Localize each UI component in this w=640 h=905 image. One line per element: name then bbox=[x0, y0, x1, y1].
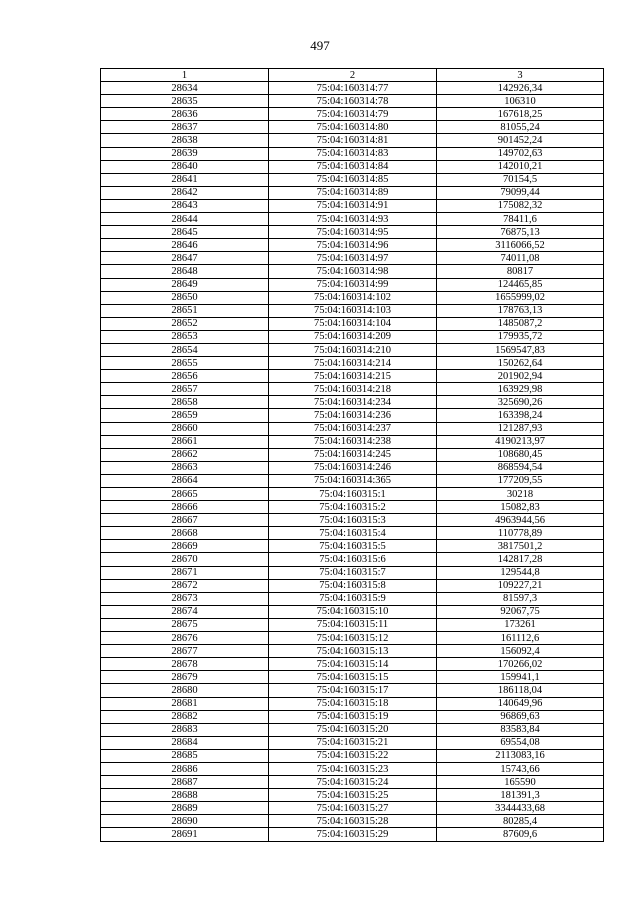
value-cell: 109227,21 bbox=[437, 579, 604, 592]
cadastral-number-cell: 75:04:160314:78 bbox=[269, 95, 437, 108]
row-number-cell: 28666 bbox=[101, 501, 269, 514]
value-cell: 87609,6 bbox=[437, 828, 604, 841]
value-cell: 142010,21 bbox=[437, 160, 604, 173]
value-cell: 156092,4 bbox=[437, 645, 604, 658]
value-cell: 163929,98 bbox=[437, 383, 604, 396]
value-cell: 165590 bbox=[437, 776, 604, 789]
cadastral-number-cell: 75:04:160315:4 bbox=[269, 527, 437, 540]
table-row bbox=[101, 278, 604, 291]
row-number-cell: 28653 bbox=[101, 330, 269, 343]
table-row bbox=[101, 697, 604, 710]
column-header-1: 1 bbox=[101, 69, 269, 82]
cadastral-number-cell: 75:04:160314:84 bbox=[269, 160, 437, 173]
row-number-cell: 28679 bbox=[101, 671, 269, 684]
value-cell: 83583,84 bbox=[437, 723, 604, 736]
table-row bbox=[101, 343, 604, 356]
cadastral-number-cell: 75:04:160314:104 bbox=[269, 317, 437, 330]
column-header-2: 2 bbox=[269, 69, 437, 82]
value-cell: 173261 bbox=[437, 618, 604, 631]
value-cell: 1485087,2 bbox=[437, 317, 604, 330]
value-cell: 3116066,52 bbox=[437, 239, 604, 252]
value-cell: 1655999,02 bbox=[437, 291, 604, 304]
cadastral-number-cell: 75:04:160314:89 bbox=[269, 186, 437, 199]
table-row bbox=[101, 540, 604, 553]
cadastral-number-cell: 75:04:160315:6 bbox=[269, 553, 437, 566]
value-cell: 201902,94 bbox=[437, 370, 604, 383]
value-cell: 108680,45 bbox=[437, 448, 604, 461]
cadastral-number-cell: 75:04:160315:9 bbox=[269, 592, 437, 605]
row-number-cell: 28670 bbox=[101, 553, 269, 566]
value-cell: 142817,28 bbox=[437, 553, 604, 566]
value-cell: 69554,08 bbox=[437, 736, 604, 749]
row-number-cell: 28640 bbox=[101, 160, 269, 173]
cadastral-number-cell: 75:04:160314:365 bbox=[269, 474, 437, 487]
table-row bbox=[101, 474, 604, 487]
page-number: 497 bbox=[310, 38, 330, 53]
cadastral-number-cell: 75:04:160315:1 bbox=[269, 488, 437, 501]
value-cell: 181391,3 bbox=[437, 789, 604, 802]
row-number-cell: 28664 bbox=[101, 474, 269, 487]
value-cell: 2113083,16 bbox=[437, 749, 604, 762]
cadastral-number-cell: 75:04:160315:17 bbox=[269, 684, 437, 697]
cadastral-number-cell: 75:04:160314:237 bbox=[269, 422, 437, 435]
value-cell: 1569547,83 bbox=[437, 343, 604, 356]
table-row bbox=[101, 317, 604, 330]
row-number-cell: 28660 bbox=[101, 422, 269, 435]
table-row bbox=[101, 409, 604, 422]
value-cell: 4963944,56 bbox=[437, 514, 604, 527]
table-row bbox=[101, 671, 604, 684]
value-cell: 74011,08 bbox=[437, 252, 604, 265]
cadastral-number-cell: 75:04:160315:14 bbox=[269, 658, 437, 671]
row-number-cell: 28655 bbox=[101, 357, 269, 370]
row-number-cell: 28637 bbox=[101, 121, 269, 134]
row-number-cell: 28650 bbox=[101, 291, 269, 304]
row-number-cell: 28673 bbox=[101, 592, 269, 605]
table-row bbox=[101, 815, 604, 828]
row-number-cell: 28654 bbox=[101, 343, 269, 356]
table-row bbox=[101, 828, 604, 841]
table-row bbox=[101, 645, 604, 658]
value-cell: 78411,6 bbox=[437, 213, 604, 226]
row-number-cell: 28642 bbox=[101, 186, 269, 199]
cadastral-number-cell: 75:04:160314:98 bbox=[269, 265, 437, 278]
row-number-cell: 28684 bbox=[101, 736, 269, 749]
table-row bbox=[101, 723, 604, 736]
cadastral-number-cell: 75:04:160314:246 bbox=[269, 461, 437, 474]
row-number-cell: 28688 bbox=[101, 789, 269, 802]
column-header-3: 3 bbox=[437, 69, 604, 82]
table-row bbox=[101, 291, 604, 304]
cadastral-number-cell: 75:04:160314:79 bbox=[269, 108, 437, 121]
cadastral-number-cell: 75:04:160314:95 bbox=[269, 226, 437, 239]
cadastral-number-cell: 75:04:160314:83 bbox=[269, 147, 437, 160]
value-cell: 140649,96 bbox=[437, 697, 604, 710]
table-row bbox=[101, 82, 604, 95]
value-cell: 121287,93 bbox=[437, 422, 604, 435]
cadastral-number-cell: 75:04:160315:29 bbox=[269, 828, 437, 841]
cadastral-number-cell: 75:04:160315:24 bbox=[269, 776, 437, 789]
row-number-cell: 28677 bbox=[101, 645, 269, 658]
table-row bbox=[101, 173, 604, 186]
row-number-cell: 28641 bbox=[101, 173, 269, 186]
cadastral-number-cell: 75:04:160314:210 bbox=[269, 343, 437, 356]
table-row bbox=[101, 776, 604, 789]
row-number-cell: 28668 bbox=[101, 527, 269, 540]
table-row bbox=[101, 226, 604, 239]
row-number-cell: 28644 bbox=[101, 213, 269, 226]
cadastral-number-cell: 75:04:160314:85 bbox=[269, 173, 437, 186]
row-number-cell: 28687 bbox=[101, 776, 269, 789]
cadastral-number-cell: 75:04:160314:209 bbox=[269, 330, 437, 343]
value-cell: 177209,55 bbox=[437, 474, 604, 487]
cadastral-number-cell: 75:04:160315:19 bbox=[269, 710, 437, 723]
table-row bbox=[101, 448, 604, 461]
table-row bbox=[101, 383, 604, 396]
value-cell: 92067,75 bbox=[437, 605, 604, 618]
table-row bbox=[101, 121, 604, 134]
data-table bbox=[100, 68, 604, 842]
cadastral-number-cell: 75:04:160314:99 bbox=[269, 278, 437, 291]
value-cell: 163398,24 bbox=[437, 409, 604, 422]
cadastral-number-cell: 75:04:160315:23 bbox=[269, 762, 437, 775]
row-number-cell: 28639 bbox=[101, 147, 269, 160]
table-body bbox=[101, 82, 604, 841]
row-number-cell: 28636 bbox=[101, 108, 269, 121]
row-number-cell: 28690 bbox=[101, 815, 269, 828]
value-cell: 149702,63 bbox=[437, 147, 604, 160]
row-number-cell: 28680 bbox=[101, 684, 269, 697]
row-number-cell: 28638 bbox=[101, 134, 269, 147]
table-row bbox=[101, 357, 604, 370]
cadastral-number-cell: 75:04:160314:214 bbox=[269, 357, 437, 370]
row-number-cell: 28649 bbox=[101, 278, 269, 291]
row-number-cell: 28674 bbox=[101, 605, 269, 618]
row-number-cell: 28689 bbox=[101, 802, 269, 815]
value-cell: 150262,64 bbox=[437, 357, 604, 370]
table-row bbox=[101, 304, 604, 317]
row-number-cell: 28686 bbox=[101, 762, 269, 775]
table-row bbox=[101, 605, 604, 618]
cadastral-number-cell: 75:04:160315:8 bbox=[269, 579, 437, 592]
table-row bbox=[101, 579, 604, 592]
table-row bbox=[101, 239, 604, 252]
value-cell: 96869,63 bbox=[437, 710, 604, 723]
row-number-cell: 28647 bbox=[101, 252, 269, 265]
row-number-cell: 28671 bbox=[101, 566, 269, 579]
table-row bbox=[101, 147, 604, 160]
table-row bbox=[101, 160, 604, 173]
cadastral-number-cell: 75:04:160314:80 bbox=[269, 121, 437, 134]
row-number-cell: 28659 bbox=[101, 409, 269, 422]
row-number-cell: 28667 bbox=[101, 514, 269, 527]
cadastral-number-cell: 75:04:160315:21 bbox=[269, 736, 437, 749]
row-number-cell: 28634 bbox=[101, 82, 269, 95]
row-number-cell: 28665 bbox=[101, 488, 269, 501]
cadastral-number-cell: 75:04:160314:77 bbox=[269, 82, 437, 95]
cadastral-number-cell: 75:04:160314:236 bbox=[269, 409, 437, 422]
value-cell: 325690,26 bbox=[437, 396, 604, 409]
value-cell: 142926,34 bbox=[437, 82, 604, 95]
cadastral-number-cell: 75:04:160315:18 bbox=[269, 697, 437, 710]
table-row bbox=[101, 618, 604, 631]
value-cell: 106310 bbox=[437, 95, 604, 108]
table-row bbox=[101, 95, 604, 108]
value-cell: 30218 bbox=[437, 488, 604, 501]
row-number-cell: 28661 bbox=[101, 435, 269, 448]
value-cell: 179935,72 bbox=[437, 330, 604, 343]
row-number-cell: 28657 bbox=[101, 383, 269, 396]
table-row bbox=[101, 488, 604, 501]
cadastral-number-cell: 75:04:160315:25 bbox=[269, 789, 437, 802]
row-number-cell: 28685 bbox=[101, 749, 269, 762]
cadastral-number-cell: 75:04:160314:97 bbox=[269, 252, 437, 265]
cadastral-number-cell: 75:04:160314:238 bbox=[269, 435, 437, 448]
row-number-cell: 28676 bbox=[101, 632, 269, 645]
cadastral-number-cell: 75:04:160314:103 bbox=[269, 304, 437, 317]
row-number-cell: 28691 bbox=[101, 828, 269, 841]
cadastral-number-cell: 75:04:160314:245 bbox=[269, 448, 437, 461]
table-row bbox=[101, 762, 604, 775]
value-cell: 901452,24 bbox=[437, 134, 604, 147]
value-cell: 124465,85 bbox=[437, 278, 604, 291]
table-row bbox=[101, 710, 604, 723]
value-cell: 79099,44 bbox=[437, 186, 604, 199]
cadastral-number-cell: 75:04:160315:27 bbox=[269, 802, 437, 815]
cadastral-number-cell: 75:04:160314:218 bbox=[269, 383, 437, 396]
value-cell: 178763,13 bbox=[437, 304, 604, 317]
row-number-cell: 28683 bbox=[101, 723, 269, 736]
cadastral-number-cell: 75:04:160314:102 bbox=[269, 291, 437, 304]
value-cell: 76875,13 bbox=[437, 226, 604, 239]
row-number-cell: 28678 bbox=[101, 658, 269, 671]
table-row bbox=[101, 592, 604, 605]
table-row bbox=[101, 736, 604, 749]
table-row bbox=[101, 553, 604, 566]
cadastral-number-cell: 75:04:160314:93 bbox=[269, 213, 437, 226]
table-row bbox=[101, 252, 604, 265]
row-number-cell: 28652 bbox=[101, 317, 269, 330]
cadastral-number-cell: 75:04:160315:22 bbox=[269, 749, 437, 762]
table-row bbox=[101, 501, 604, 514]
table-row bbox=[101, 199, 604, 212]
table-row bbox=[101, 330, 604, 343]
table-row bbox=[101, 370, 604, 383]
row-number-cell: 28651 bbox=[101, 304, 269, 317]
row-number-cell: 28635 bbox=[101, 95, 269, 108]
value-cell: 129544,8 bbox=[437, 566, 604, 579]
table-row bbox=[101, 422, 604, 435]
value-cell: 186118,04 bbox=[437, 684, 604, 697]
value-cell: 80817 bbox=[437, 265, 604, 278]
cadastral-number-cell: 75:04:160314:234 bbox=[269, 396, 437, 409]
row-number-cell: 28662 bbox=[101, 448, 269, 461]
cadastral-number-cell: 75:04:160315:7 bbox=[269, 566, 437, 579]
cadastral-number-cell: 75:04:160315:3 bbox=[269, 514, 437, 527]
table-row bbox=[101, 658, 604, 671]
value-cell: 15743,66 bbox=[437, 762, 604, 775]
value-cell: 15082,83 bbox=[437, 501, 604, 514]
cadastral-number-cell: 75:04:160314:91 bbox=[269, 199, 437, 212]
cadastral-number-cell: 75:04:160315:5 bbox=[269, 540, 437, 553]
value-cell: 81055,24 bbox=[437, 121, 604, 134]
table-row bbox=[101, 213, 604, 226]
value-cell: 4190213,97 bbox=[437, 435, 604, 448]
value-cell: 175082,32 bbox=[437, 199, 604, 212]
cadastral-number-cell: 75:04:160315:28 bbox=[269, 815, 437, 828]
row-number-cell: 28675 bbox=[101, 618, 269, 631]
table-row bbox=[101, 749, 604, 762]
table-row bbox=[101, 527, 604, 540]
header-row bbox=[101, 69, 604, 82]
table-row bbox=[101, 435, 604, 448]
cadastral-number-cell: 75:04:160314:81 bbox=[269, 134, 437, 147]
cadastral-number-cell: 75:04:160314:215 bbox=[269, 370, 437, 383]
row-number-cell: 28681 bbox=[101, 697, 269, 710]
value-cell: 80285,4 bbox=[437, 815, 604, 828]
row-number-cell: 28646 bbox=[101, 239, 269, 252]
row-number-cell: 28648 bbox=[101, 265, 269, 278]
cadastral-number-cell: 75:04:160315:20 bbox=[269, 723, 437, 736]
value-cell: 868594,54 bbox=[437, 461, 604, 474]
table-row bbox=[101, 632, 604, 645]
table-row bbox=[101, 461, 604, 474]
table-row bbox=[101, 265, 604, 278]
row-number-cell: 28672 bbox=[101, 579, 269, 592]
value-cell: 3344433,68 bbox=[437, 802, 604, 815]
value-cell: 110778,89 bbox=[437, 527, 604, 540]
table-row bbox=[101, 186, 604, 199]
cadastral-number-cell: 75:04:160315:11 bbox=[269, 618, 437, 631]
cadastral-number-cell: 75:04:160315:15 bbox=[269, 671, 437, 684]
cadastral-number-cell: 75:04:160315:12 bbox=[269, 632, 437, 645]
row-number-cell: 28663 bbox=[101, 461, 269, 474]
row-number-cell: 28682 bbox=[101, 710, 269, 723]
row-number-cell: 28658 bbox=[101, 396, 269, 409]
value-cell: 81597,3 bbox=[437, 592, 604, 605]
value-cell: 167618,25 bbox=[437, 108, 604, 121]
row-number-cell: 28643 bbox=[101, 199, 269, 212]
row-number-cell: 28656 bbox=[101, 370, 269, 383]
cadastral-number-cell: 75:04:160315:2 bbox=[269, 501, 437, 514]
row-number-cell: 28645 bbox=[101, 226, 269, 239]
value-cell: 159941,1 bbox=[437, 671, 604, 684]
cadastral-number-cell: 75:04:160314:96 bbox=[269, 239, 437, 252]
table-row bbox=[101, 566, 604, 579]
value-cell: 70154,5 bbox=[437, 173, 604, 186]
row-number-cell: 28669 bbox=[101, 540, 269, 553]
table-row bbox=[101, 396, 604, 409]
value-cell: 170266,02 bbox=[437, 658, 604, 671]
table-header bbox=[101, 69, 604, 82]
cadastral-number-cell: 75:04:160315:10 bbox=[269, 605, 437, 618]
table-row bbox=[101, 684, 604, 697]
cadastral-number-cell: 75:04:160315:13 bbox=[269, 645, 437, 658]
value-cell: 161112,6 bbox=[437, 632, 604, 645]
table-row bbox=[101, 514, 604, 527]
table-row bbox=[101, 108, 604, 121]
table-row bbox=[101, 802, 604, 815]
table-row bbox=[101, 789, 604, 802]
value-cell: 3817501,2 bbox=[437, 540, 604, 553]
table-row bbox=[101, 134, 604, 147]
